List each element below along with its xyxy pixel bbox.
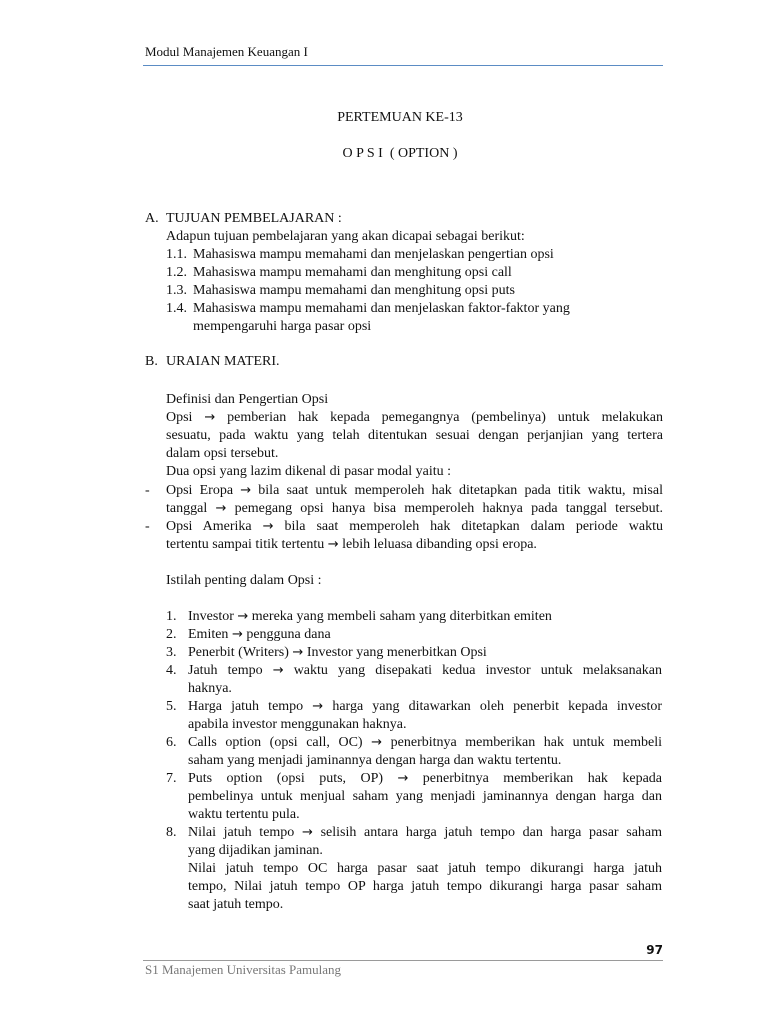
section-a-heading: TUJUAN PEMBELAJARAN : [166, 211, 342, 226]
term-line-continued: yang dijadikan jaminan. [188, 843, 323, 858]
definition-paragraph-line: sesuatu, pada waktu yang telah ditentukan sesuai dengan perjanjian yang tertera [166, 428, 663, 443]
objective-text: Mahasiswa mampu memahami dan menghitung opsi puts [193, 283, 515, 298]
opsi-amerika-line: Opsi Amerika → bila saat memperoleh hak ditetapkan dalam periode waktu [166, 519, 664, 534]
meeting-title: PERTEMUAN KE-13 [337, 110, 463, 125]
right-arrow-icon: → [215, 501, 227, 516]
definition-paragraph-line: dalam opsi tersebut. [166, 446, 279, 461]
term-line: Puts option (opsi puts, OP) → penerbitnya memberikan hak kepada [188, 771, 662, 786]
section-b-heading: URAIAN MATERI. [166, 354, 280, 369]
right-arrow-icon: → [237, 609, 249, 624]
right-arrow-icon: → [312, 699, 324, 714]
objective-number: 1.1. [166, 247, 187, 262]
term-number: 5. [166, 699, 177, 714]
terms-title: Istilah penting dalam Opsi : [166, 573, 322, 588]
right-arrow-icon: → [204, 410, 216, 425]
right-arrow-icon: → [371, 735, 383, 750]
header-rule [143, 65, 663, 66]
section-a-intro: Adapun tujuan pembelajaran yang akan dicapai sebagai berikut: [166, 229, 525, 244]
term-line: Emiten → pengguna dana [188, 627, 331, 642]
objective-text: Mahasiswa mampu memahami dan menjelaskan pengertian opsi [193, 247, 554, 262]
section-a-marker: A. [145, 211, 159, 226]
objective-text: Mahasiswa mampu memahami dan menghitung opsi call [193, 265, 512, 280]
definition-paragraph-line: Opsi → pemberian hak kepada pemegangnya (pembelinya) untuk melakukan [166, 410, 663, 425]
term-extra-line: Nilai jatuh tempo OC harga pasar saat jatuh tempo dikurangi harga jatuh [188, 861, 662, 876]
right-arrow-icon: → [327, 537, 339, 552]
footer-text: S1 Manajemen Universitas Pamulang [145, 962, 342, 977]
objective-text: Mahasiswa mampu memahami dan menjelaskan faktor-faktor yang [193, 301, 570, 316]
dash-bullet: - [145, 519, 150, 534]
term-line-continued: apabila investor menggunakan haknya. [188, 717, 407, 732]
objective-text-continued: mempengaruhi harga pasar opsi [193, 319, 372, 334]
opsi-eropa-line: tanggal → pemegang opsi hanya bisa memperoleh haknya pada tanggal tersebut. [166, 501, 664, 516]
two-options-intro: Dua opsi yang lazim dikenal di pasar modal yaitu : [166, 464, 451, 479]
term-line: Calls option (opsi call, OC) → penerbitnya memberikan hak untuk membeli [188, 735, 663, 750]
term-extra-line: tempo, Nilai jatuh tempo OP harga jatuh tempo dikurangi harga pasar saham [188, 879, 662, 894]
term-line-continued: saham yang menjadi jaminannya dengan harga dan waktu tertentu. [188, 753, 562, 768]
term-line: Jatuh tempo → waktu yang disepakati kedua investor untuk melaksanakan [188, 663, 663, 678]
definition-title: Definisi dan Pengertian Opsi [166, 392, 329, 407]
topic-title: O P S I ( OPTION ) [342, 146, 458, 161]
objective-number: 1.3. [166, 283, 187, 298]
right-arrow-icon: → [397, 771, 409, 786]
right-arrow-icon: → [262, 519, 274, 534]
right-arrow-icon: → [292, 645, 304, 660]
term-line: Penerbit (Writers) → Investor yang menerbitkan Opsi [188, 645, 487, 660]
term-number: 2. [166, 627, 177, 642]
term-line: Investor → mereka yang membeli saham yang diterbitkan emiten [188, 609, 552, 624]
term-extra-line: saat jatuh tempo. [188, 897, 284, 912]
term-number: 4. [166, 663, 177, 678]
term-number: 1. [166, 609, 177, 624]
objective-number: 1.4. [166, 301, 187, 316]
term-line-continued: waktu tertentu pula. [188, 807, 300, 822]
header-title: Modul Manajemen Keuangan I [145, 44, 308, 59]
term-number: 3. [166, 645, 177, 660]
section-b-marker: B. [145, 354, 158, 369]
term-number: 6. [166, 735, 177, 750]
term-number: 7. [166, 771, 177, 786]
term-line: Harga jatuh tempo → harga yang ditawarkan oleh penerbit kepada investor [188, 699, 663, 714]
term-line: Nilai jatuh tempo → selisih antara harga jatuh tempo dan harga pasar saham [188, 825, 663, 840]
opsi-amerika-line: tertentu sampai titik tertentu → lebih leluasa dibanding opsi eropa. [166, 537, 537, 552]
footer-rule [143, 960, 663, 961]
term-number: 8. [166, 825, 177, 840]
right-arrow-icon: → [231, 627, 243, 642]
opsi-eropa-line: Opsi Eropa → bila saat untuk memperoleh hak ditetapkan pada titik waktu, misal [166, 483, 663, 498]
term-line-continued: pembelinya untuk menjual saham yang menjadi jaminannya dengan harga dan [188, 789, 662, 804]
objective-number: 1.2. [166, 265, 187, 280]
term-line-continued: haknya. [188, 681, 232, 696]
right-arrow-icon: → [240, 483, 252, 498]
dash-bullet: - [145, 483, 150, 498]
right-arrow-icon: → [272, 663, 284, 678]
right-arrow-icon: → [301, 825, 313, 840]
page-number: 97 [646, 943, 663, 957]
